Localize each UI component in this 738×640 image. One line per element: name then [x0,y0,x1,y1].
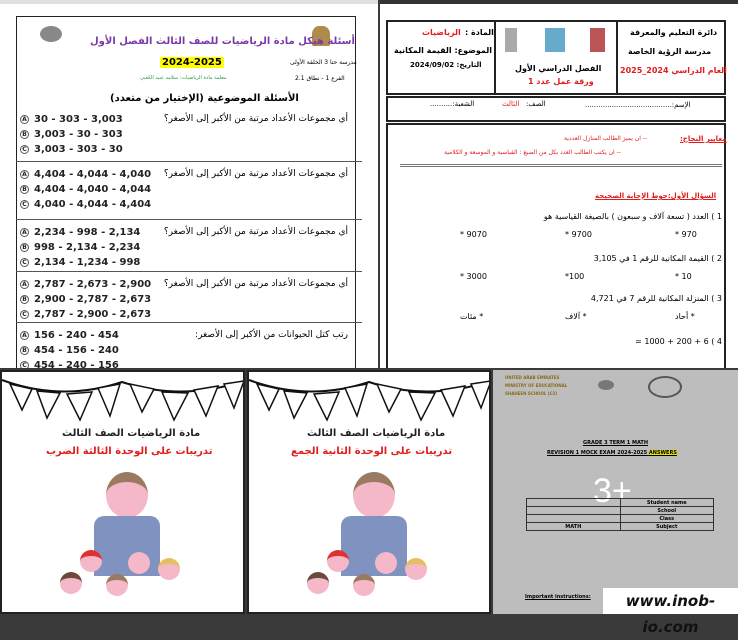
taleem-logo [598,380,614,390]
option-value: 3,003 - 30 - 303 [34,129,123,140]
question-item: 4 ) 6 + 200 + 1000 = [635,337,722,346]
question-title: السؤال الأول:حوط الإجابة الصحيحة [595,192,717,200]
student-info-table [526,498,714,531]
option-letter-icon: B [20,130,29,139]
option-value: 4,404 - 4,040 - 4,044 [34,184,152,195]
answer-option[interactable] [20,129,123,140]
school-logos [505,28,605,52]
option-value: 2,787 - 2,673 - 2,900 [34,279,152,290]
count-badge: 3+ [593,472,632,510]
teacher-name: معلمة مادة الرياضيات: سلامه عبيد الكعبي [140,75,227,81]
bunting-decoration [2,372,245,427]
answer-choice[interactable]: 10 * [675,272,692,281]
question-divider [16,161,362,162]
answer-choice[interactable]: 100* [565,272,585,281]
table-cell: School [620,507,714,515]
org-line-2: MINISTRY OF EDUCATIONAL [505,383,568,388]
option-letter-icon: B [20,243,29,252]
school-name: مدرسة الرؤية الخاصة [628,47,712,56]
option-value: 30 - 303 - 3,003 [34,114,123,125]
option-letter-icon: C [20,200,29,209]
taleem-logo [40,26,62,42]
option-letter-icon: B [20,346,29,355]
criteria-title: معايير النجاح: [680,135,727,143]
option-letter-icon: A [20,280,29,289]
question-divider [16,271,362,272]
question-text: أي مجموعات الأعداد مرتبة من الأكبر إلى الأصغر؟ [163,114,348,124]
date: التاريخ: 2024/09/02 [410,61,482,69]
criteria-1: -- ان يميز الطالب المنازل العددية [564,135,648,142]
table-cell: Student name [620,499,714,507]
option-value: 998 - 2,134 - 2,234 [34,242,141,253]
table-cell: Class [620,515,714,523]
watermark: www.inob-io.com [603,588,738,614]
option-letter-icon: C [20,310,29,319]
option-value: 4,404 - 4,044 - 4,040 [34,169,152,180]
answer-choice[interactable]: 9700 * [565,230,592,239]
option-letter-icon: A [20,331,29,340]
document-thumbnail-addition[interactable] [247,370,491,614]
option-value: 454 - 156 - 240 [34,345,119,356]
exam-subtitle: REVISION 1 MOCK EXAM 2024-2025 [547,450,648,456]
question-text: أي مجموعات الأعداد مرتبة من الأكبر إلى الأصغر؟ [163,227,348,237]
answer-option[interactable] [20,279,151,290]
option-letter-icon: A [20,228,29,237]
table-cell [527,515,621,523]
answer-choice[interactable]: 3000 * [460,272,487,281]
answer-option[interactable] [20,360,119,368]
table-row [527,515,714,523]
question-text: أي مجموعات الأعداد مرتبة من الأكبر إلى الأصغر؟ [163,279,348,289]
answer-option[interactable] [20,309,151,320]
cover-unit-title: تدريبات على الوحدة الثانية الجمع [291,446,453,457]
option-letter-icon: B [20,185,29,194]
table-cell: Subject [620,523,714,531]
document-thumbnail-mock-exam[interactable] [493,370,738,614]
answer-option[interactable] [20,257,140,268]
topic: الموضوع: القيمة المكانية [394,46,492,55]
answer-choice[interactable]: * أحاد [675,312,695,321]
section-heading: الأسئلة الموضوعية (الإختيار من متعدد) [110,93,299,104]
answer-option[interactable] [20,114,123,125]
table-cell [527,507,621,515]
document-thumbnail-worksheet[interactable] [380,0,738,368]
answer-option[interactable] [20,184,151,195]
option-letter-icon: C [20,258,29,267]
option-letter-icon: B [20,295,29,304]
department: دائرة التعليم والمعرفة [630,28,718,37]
question-divider [16,322,362,323]
option-letter-icon: A [20,115,29,124]
option-value: 454 - 240 - 156 [34,360,119,368]
teacher-kids-illustration [58,472,198,607]
answer-choice[interactable]: 970 * [675,230,697,239]
cover-subject: مادة الرياضيات الصف الثالث [62,428,201,439]
school-logo [648,376,682,398]
answer-option[interactable] [20,345,119,356]
table-row [527,523,714,531]
answer-choice[interactable]: * آلاف [565,312,587,321]
year-badge: 2024-2025 [162,57,222,68]
option-value: 2,900 - 2,787 - 2,673 [34,294,152,305]
option-value: 4,040 - 4,044 - 4,404 [34,199,152,210]
org-line-1: UNITED ARAB EMIRATES [505,375,560,380]
question-item: 3 ) المنزلة المكانية للرقم 7 في 4,721 [590,294,722,303]
question-item: 1 ) العدد ( تسعة آلاف و سبعون ) بالصيغة القياسية هو [543,212,722,221]
bunting-decoration [249,372,491,427]
answer-option[interactable] [20,294,151,305]
document-thumbnail-multiplication[interactable] [0,370,245,614]
answer-choice[interactable]: 9070 * [460,230,487,239]
cover-subject: مادة الرياضيات الصف الثالث [307,428,446,439]
question-item: 2 ) القيمة المكانية للرقم 1 في 3,105 [593,254,722,263]
name-field: الإسم:....................................... [585,101,691,109]
worksheet-number: ورقة عمل عدد 1 [528,77,594,86]
table-cell [527,499,621,507]
answer-option[interactable] [20,330,119,341]
academic-year: العام الدراسي 2024_2025 [620,66,727,75]
option-value: 3,003 - 303 - 30 [34,144,123,155]
answer-option[interactable] [20,199,151,210]
option-letter-icon: C [20,145,29,154]
class-value: الثالث [502,100,520,108]
option-value: 156 - 240 - 454 [34,330,119,341]
table-cell: MATH [527,523,621,531]
answer-option[interactable] [20,144,123,155]
teacher-kids-illustration [305,472,445,607]
strand: الفرع 1 - نطاق 2.1 [295,75,345,82]
answer-option[interactable] [20,169,151,180]
table-row [527,499,714,507]
option-letter-icon: A [20,170,29,179]
option-value: 2,787 - 2,900 - 2,673 [34,309,152,320]
class-label: الصف: [526,100,546,108]
instructions-heading: Important instructions: [525,594,591,600]
cover-unit-title: تدريبات على الوحدة الثالثة الضرب [46,446,213,457]
doc-title: أسئلة هيكل مادة الرياضيات للصف الثالث الفصل الأول [90,36,355,47]
school-name: مدرسة حتا 3 الحلقة الأولى [290,59,357,66]
option-value: 2,134 - 1,234 - 998 [34,257,141,268]
option-letter-icon: C [20,361,29,369]
term: الفصل الدراسي الأول [515,64,602,73]
section-field: الشعبة:.......... [430,100,475,108]
answer-choice[interactable]: * مئات [460,312,484,321]
subject-value: الرياضيات [422,28,461,37]
question-divider [16,219,362,220]
document-thumbnail-structure-questions[interactable] [0,0,378,368]
subject-label: المادة : [465,28,494,37]
question-text: أي مجموعات الأعداد مرتبة من الأكبر إلى الأصغر؟ [163,169,348,179]
answer-option[interactable] [20,242,140,253]
table-row [527,507,714,515]
question-text: رتب كتل الحيوانات من الأكبر إلى الأصغر: [195,330,348,340]
criteria-2: -- ان يكتب الطالب العدد بكل من الصيغ : القياسية و الموسعة و الكلامية [444,149,621,156]
option-value: 2,234 - 998 - 2,134 [34,227,141,238]
exam-title: GRADE 3 TERM 1 MATH [583,440,649,446]
answer-option[interactable] [20,227,140,238]
org-line-3: SHAHEEN SCHOOL (C2) [505,391,558,396]
answers-highlight: ANSWERS [648,450,677,456]
